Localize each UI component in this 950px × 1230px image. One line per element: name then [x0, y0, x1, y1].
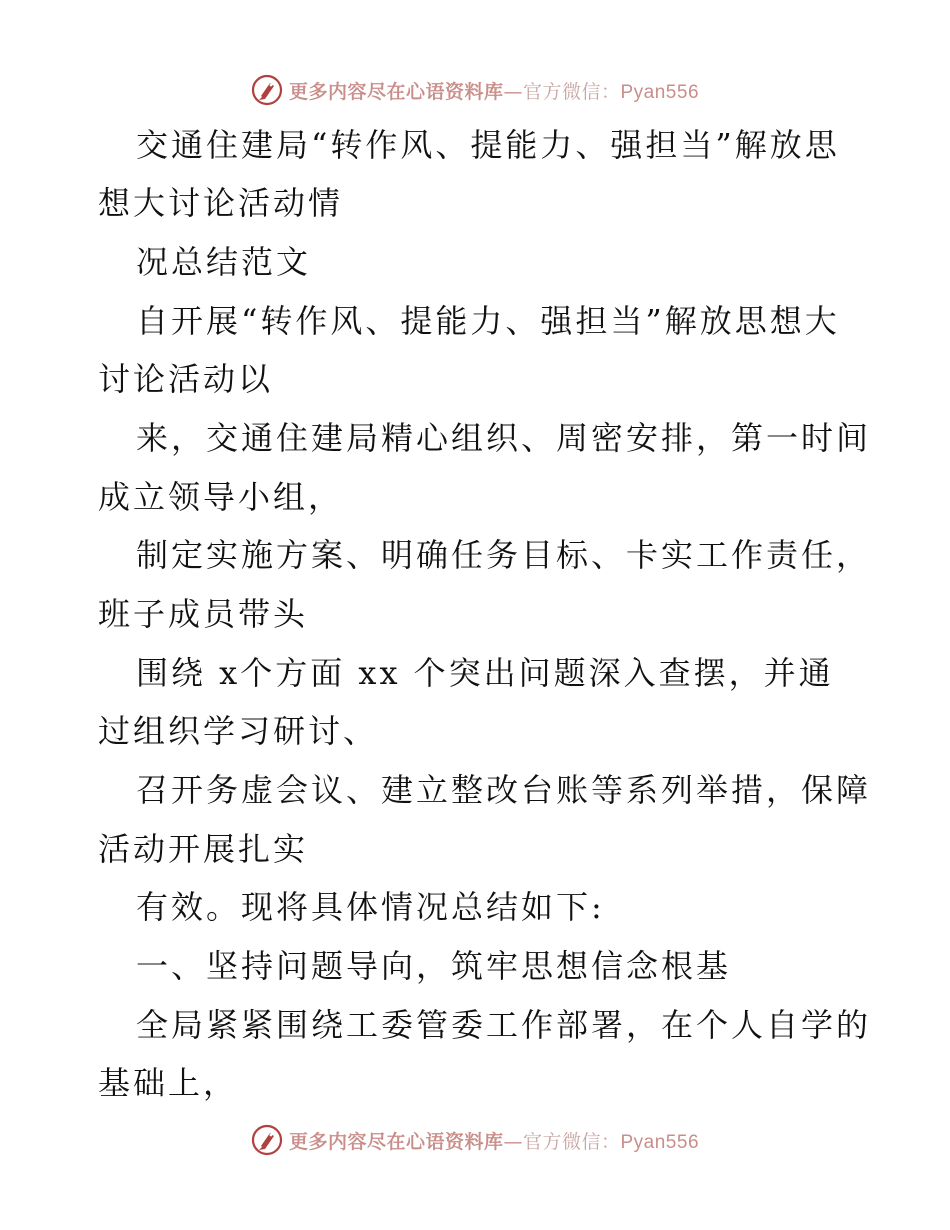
- header-watermark-banner: [0, 70, 950, 110]
- doc-line-8: 制定实施方案、明确任务目标、卡实工作责任，: [136, 536, 872, 574]
- watermark-text: [289, 1127, 699, 1154]
- watermark-text: [289, 77, 699, 104]
- doc-line-9: 班子成员带头: [98, 595, 309, 633]
- doc-line-15: 一、坚持问题导向，筑牢思想信念根基: [136, 947, 732, 985]
- watermark-wechat-label: 官方微信：: [522, 1130, 621, 1153]
- doc-line-1: 交通住建局“转作风、提能力、强担当”解放思: [136, 126, 840, 164]
- footer-watermark-banner: [0, 1120, 950, 1160]
- doc-line-12: 召开务虚会议、建立整改台账等系列举措，保障: [136, 771, 872, 809]
- doc-line-17: 基础上，: [98, 1064, 239, 1102]
- doc-line-4: 自开展“转作风、提能力、强担当”解放思想大: [136, 302, 840, 340]
- doc-line-6: 来，交通住建局精心组织、周密安排，第一时间: [136, 419, 872, 457]
- doc-line-14: 有效。现将具体情况总结如下:: [136, 888, 605, 926]
- doc-line-7: 成立领导小组，: [98, 478, 344, 516]
- doc-line-16: 全局紧紧围绕工委管委工作部署，在个人自学的: [136, 1006, 872, 1044]
- watermark-brand: 更多内容尽在心语资料库: [288, 1130, 504, 1153]
- doc-line-3: 况总结范文: [136, 243, 312, 281]
- watermark-wechat-label: 官方微信：: [522, 80, 621, 103]
- watermark-separator: —: [503, 1130, 523, 1153]
- watermark-wechat-id: Pyan556: [620, 1131, 700, 1153]
- doc-line-13: 活动开展扎实: [98, 830, 309, 868]
- doc-line-2: 想大讨论活动情: [98, 184, 344, 222]
- watermark-brand: 更多内容尽在心语资料库: [288, 80, 504, 103]
- watermark-wechat-id: Pyan556: [620, 81, 700, 103]
- pen-nib-seal-icon: [251, 1124, 283, 1156]
- watermark-separator: —: [503, 80, 523, 103]
- doc-line-5: 讨论活动以: [98, 360, 274, 398]
- doc-line-11: 过组织学习研讨、: [98, 712, 379, 750]
- pen-nib-seal-icon: [251, 74, 283, 106]
- doc-line-10: 围绕 x个方面 xx 个突出问题深入查摆，并通: [136, 654, 834, 692]
